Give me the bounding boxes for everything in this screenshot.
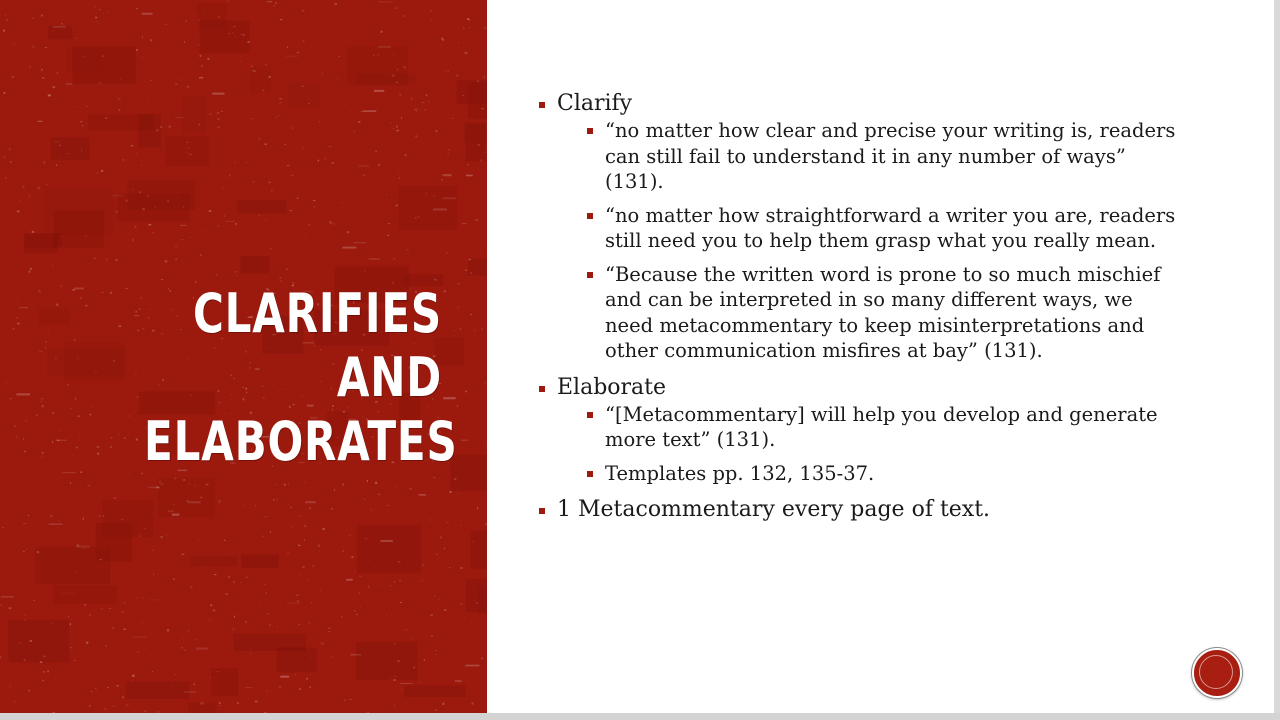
sub-bullet-text: “no matter how clear and precise your writing is, readers can still fail to understand it in any number of ways” (131). — [605, 119, 1176, 193]
sub-bullet-list — [557, 402, 1178, 487]
sub-bullet-text: Templates pp. 132, 135-37. — [605, 461, 875, 485]
sub-bullet — [557, 461, 1178, 487]
sub-bullet — [557, 118, 1178, 195]
sub-bullet — [557, 402, 1178, 453]
bullet-list — [538, 90, 1178, 524]
square-bullet-icon — [587, 272, 593, 278]
sub-bullet-text: “[Metacommentary] will help you develop and generate more text” (131). — [605, 402, 1158, 451]
bullet-clarify — [538, 90, 1178, 364]
slide-body — [538, 90, 1178, 532]
square-bullet-icon — [539, 102, 545, 108]
title-line-1: CLARIFIES AND — [192, 282, 442, 409]
title-panel — [0, 0, 487, 713]
sub-bullet-list — [557, 118, 1178, 364]
bullet-metacommentary — [538, 496, 1178, 524]
sub-bullet — [557, 262, 1178, 364]
bullet-text: 1 Metacommentary every page of text. — [557, 497, 991, 522]
square-bullet-icon — [587, 213, 593, 219]
bullet-elaborate — [538, 374, 1178, 487]
window-edge-bottom — [0, 713, 1280, 720]
square-bullet-icon — [587, 128, 593, 134]
sub-bullet-text: “no matter how straightforward a writer you are, readers still need you to help them grasp what you really mean. — [605, 203, 1176, 252]
sub-bullet — [557, 203, 1178, 254]
bullet-text: Clarify — [557, 91, 633, 116]
sub-bullet-text: “Because the written word is prone to so much mischief and can be interpreted in so many different ways, we need metacommentary to keep misinterpretations and other communication misfires at bay” (131). — [605, 262, 1161, 362]
square-bullet-icon — [539, 508, 545, 514]
bullet-text: Elaborate — [557, 374, 667, 400]
square-bullet-icon — [539, 386, 545, 392]
square-bullet-icon — [587, 471, 593, 477]
window-edge-right — [1274, 0, 1280, 720]
title-line-2: ELABORATES — [144, 410, 458, 473]
square-bullet-icon — [587, 412, 593, 418]
slide-nav-circle-icon[interactable] — [1192, 648, 1242, 698]
slide-title — [144, 282, 458, 474]
